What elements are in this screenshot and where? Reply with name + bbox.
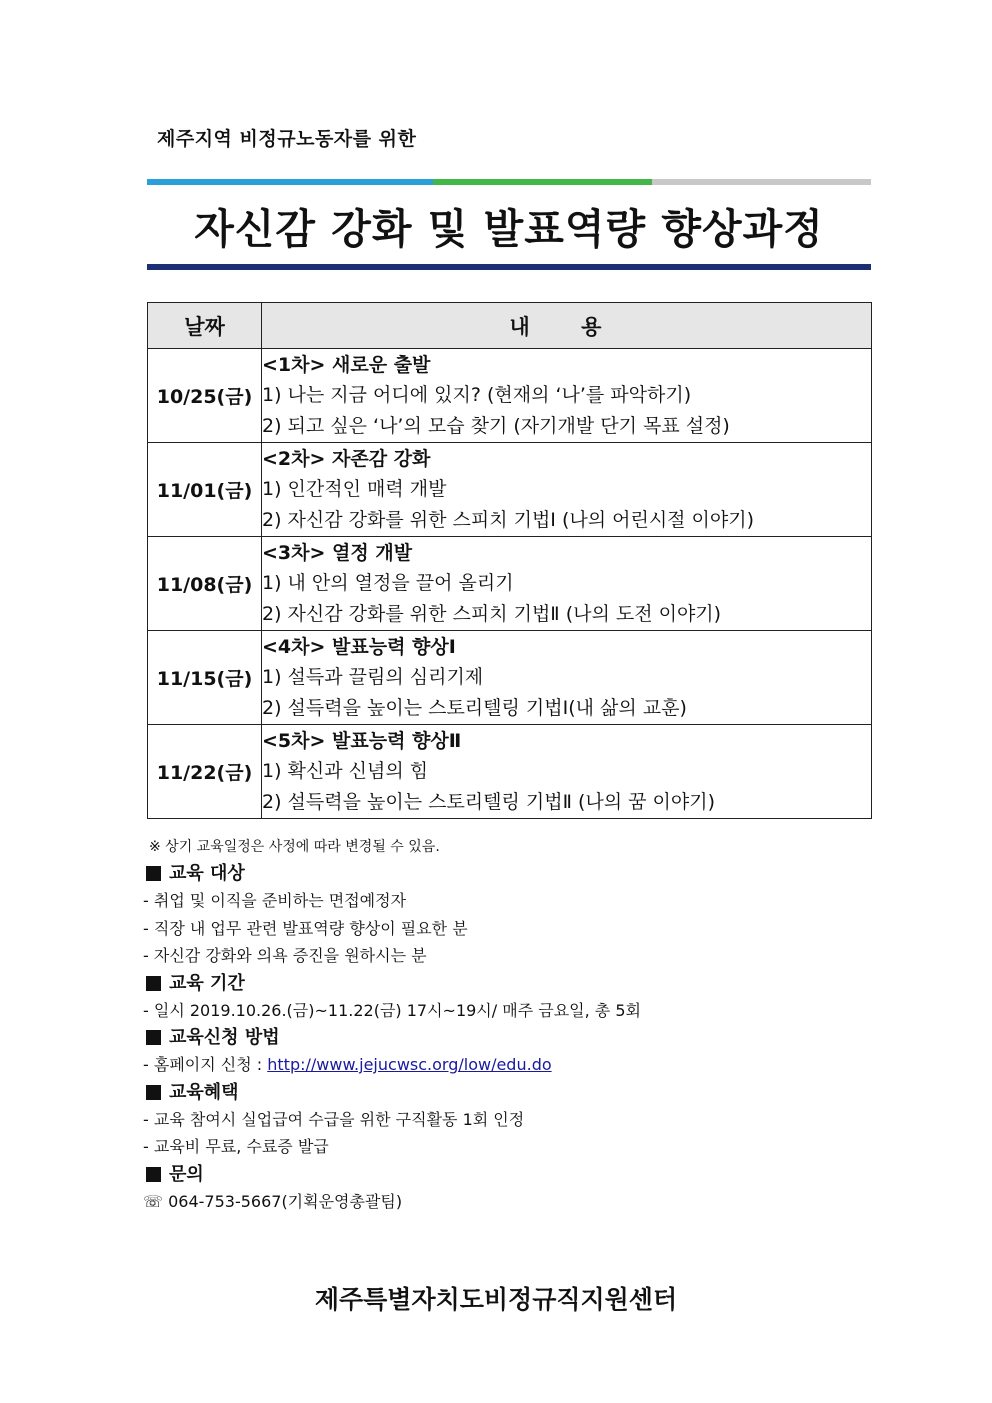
session-date: 11/15(금) bbox=[148, 631, 262, 725]
session-item: 2) 되고 싶은 ‘나’의 모습 찾기 (자기개발 단기 목표 설정) bbox=[262, 414, 730, 437]
section-heading-period bbox=[143, 970, 873, 997]
homepage-link[interactable]: http://www.jejucwsc.org/low/edu.do bbox=[267, 1055, 552, 1074]
section-heading-label: 교육 기간 bbox=[169, 972, 245, 994]
divider-segment-gray bbox=[652, 179, 871, 185]
section-heading-apply bbox=[143, 1024, 873, 1051]
session-date: 11/01(금) bbox=[148, 443, 262, 537]
section-heading-label: 교육혜택 bbox=[169, 1081, 239, 1103]
session-date: 10/25(금) bbox=[148, 349, 262, 443]
session-title: <1차> 새로운 출발 bbox=[262, 353, 431, 376]
table-row bbox=[148, 443, 872, 537]
table-header-row bbox=[148, 303, 872, 349]
session-item: 2) 자신감 강화를 위한 스피치 기법Ⅰ (나의 어린시절 이야기) bbox=[262, 508, 755, 531]
list-item: - 일시 2019.10.26.(금)~11.22(금) 17시~19시/ 매주 금요일, 총 5회 bbox=[143, 1000, 641, 1020]
square-bullet-icon bbox=[146, 1030, 161, 1045]
session-content bbox=[262, 631, 872, 725]
session-item: 1) 나는 지금 어디에 있지? (현재의 ‘나’를 파악하기) bbox=[262, 383, 692, 406]
session-item: 2) 자신감 강화를 위한 스피치 기법Ⅱ (나의 도전 이야기) bbox=[262, 602, 722, 625]
divider-segment-blue bbox=[147, 179, 433, 185]
schedule-table bbox=[147, 302, 872, 819]
contact-phone: ☏ 064-753-5667(기획운영총괄팀) bbox=[143, 1191, 403, 1211]
header-date: 날짜 bbox=[148, 303, 262, 349]
table-row bbox=[148, 725, 872, 819]
square-bullet-icon bbox=[146, 1167, 161, 1182]
session-item: 1) 확신과 신념의 힘 bbox=[262, 759, 429, 782]
document-subtitle: 제주지역 비정규노동자를 위한 bbox=[157, 128, 417, 150]
list-item bbox=[143, 1051, 873, 1079]
section-heading-label: 교육 대상 bbox=[169, 863, 245, 884]
list-item: - 자신감 강화와 의욕 증진을 원하시는 분 bbox=[143, 946, 427, 965]
section-heading-label: 교육신청 방법 bbox=[169, 1027, 280, 1048]
session-item: 1) 인간적인 매력 개발 bbox=[262, 477, 447, 500]
divider-segment-green bbox=[433, 179, 652, 185]
section-heading-label: 문의 bbox=[169, 1163, 204, 1185]
schedule-note: ※ 상기 교육일정은 사정에 따라 변경될 수 있음. bbox=[149, 839, 440, 855]
section-heading-benefit bbox=[143, 1079, 873, 1106]
session-item: 2) 설득력을 높이는 스토리텔링 기법Ⅰ(내 삶의 교훈) bbox=[262, 696, 687, 719]
square-bullet-icon bbox=[146, 976, 161, 991]
square-bullet-icon bbox=[146, 1085, 161, 1100]
apply-prefix: - 홈페이지 신청 : bbox=[143, 1055, 268, 1074]
session-title: <2차> 자존감 강화 bbox=[262, 447, 431, 470]
session-content bbox=[262, 725, 872, 819]
section-heading-target bbox=[143, 860, 873, 887]
session-title: <3차> 열정 개발 bbox=[262, 541, 413, 564]
list-item: - 직장 내 업무 관련 발표역량 향상이 필요한 분 bbox=[143, 918, 468, 938]
title-underline bbox=[147, 264, 871, 270]
list-item: - 취업 및 이직을 준비하는 면접예정자 bbox=[143, 891, 407, 910]
session-content bbox=[262, 537, 872, 631]
organization-name: 제주특별자치도비정규직지원센터 bbox=[314, 1285, 678, 1314]
tricolor-divider bbox=[147, 179, 871, 185]
list-item: - 교육 참여시 실업급여 수급을 위한 구직활동 1회 인정 bbox=[143, 1109, 525, 1129]
session-item: 1) 설득과 끌림의 심리기제 bbox=[262, 665, 484, 688]
section-heading-contact bbox=[143, 1161, 873, 1188]
table-row bbox=[148, 349, 872, 443]
session-content bbox=[262, 349, 872, 443]
info-sections bbox=[143, 860, 873, 1215]
session-title: <5차> 발표능력 향상Ⅱ bbox=[262, 729, 462, 752]
list-item: - 교육비 무료, 수료증 발급 bbox=[143, 1137, 329, 1156]
session-date: 11/22(금) bbox=[148, 725, 262, 819]
header-content: 내 용 bbox=[262, 303, 872, 349]
session-item: 1) 내 안의 열정을 끌어 올리기 bbox=[262, 571, 514, 594]
session-title: <4차> 발표능력 향상Ⅰ bbox=[262, 635, 456, 658]
square-bullet-icon bbox=[146, 866, 161, 881]
session-date: 11/08(금) bbox=[148, 537, 262, 631]
session-item: 2) 설득력을 높이는 스토리텔링 기법Ⅱ (나의 꿈 이야기) bbox=[262, 790, 716, 813]
session-content bbox=[262, 443, 872, 537]
document-title: 자신감 강화 및 발표역량 향상과정 bbox=[194, 205, 824, 253]
table-row bbox=[148, 537, 872, 631]
table-row bbox=[148, 631, 872, 725]
